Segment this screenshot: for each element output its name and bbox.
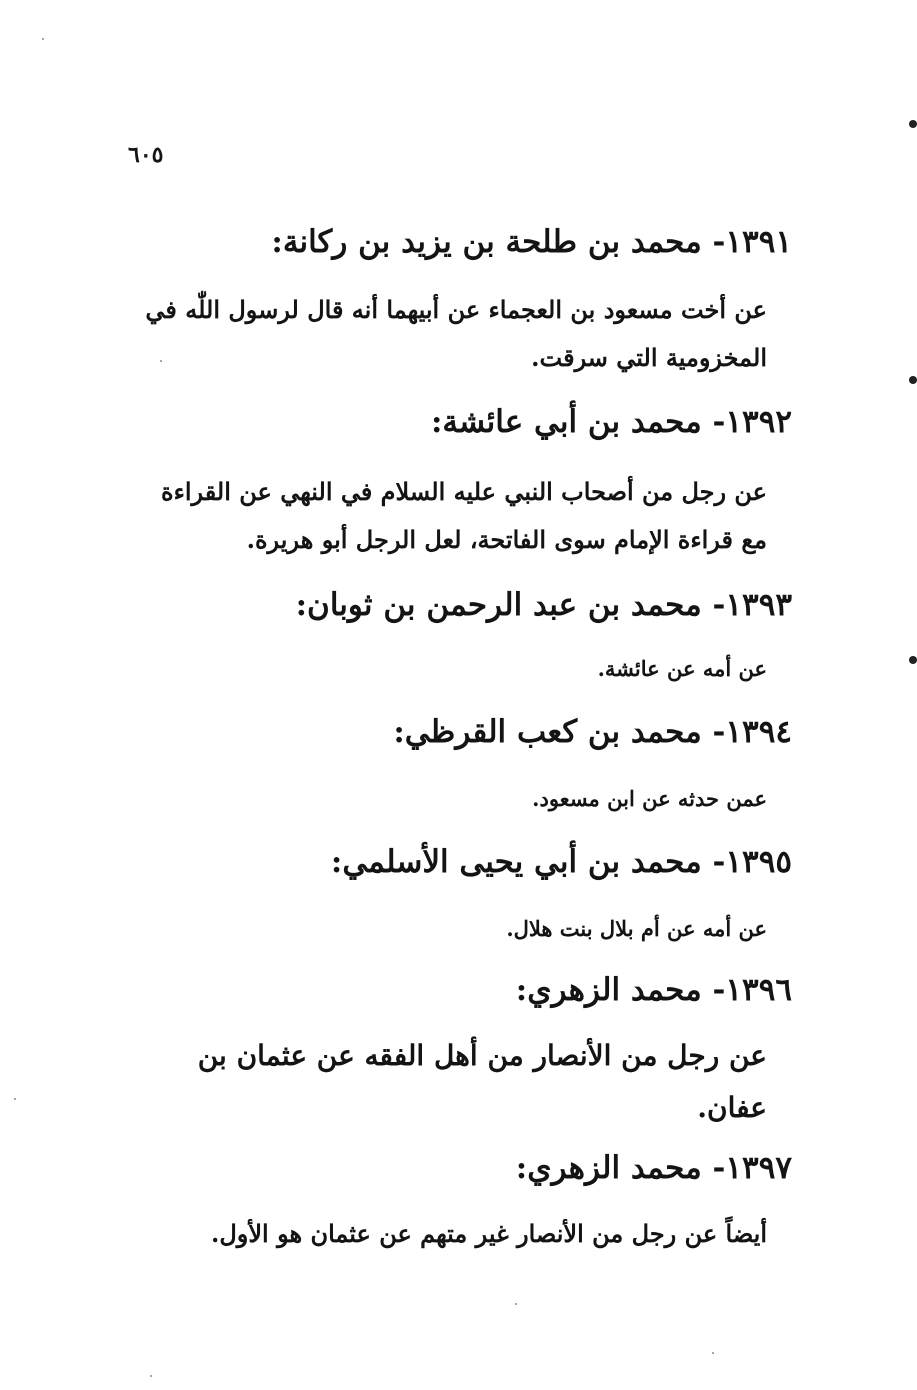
entry-heading-1397: ١٣٩٧- محمد الزهري: <box>515 1150 792 1186</box>
entry-heading-1392: ١٣٩٢- محمد بن أبي عائشة: <box>430 404 792 440</box>
entry-text-1391: عن أخت مسعود بن العجماء عن أبيهما أنه قال لرسول اللّٰه في المخزومية التي سرقت. <box>145 295 767 372</box>
scan-speck <box>14 1098 16 1100</box>
entry-heading-1393: ١٣٩٣- محمد بن عبد الرحمن بن ثوبان: <box>295 587 792 623</box>
entry-text-1392: عن رجل من أصحاب النبي عليه السلام في النهي عن القراءة مع قراءة الإمام سوى الفاتحة، لعل الرجل أبو هريرة. <box>161 477 767 554</box>
entry-text-1397: أيضاً عن رجل من الأنصار غير متهم عن عثمان هو الأول. <box>210 1219 767 1248</box>
page-number: ٦٠٥ <box>128 142 164 168</box>
entry-text-1394: عمن حدثه عن ابن مسعود. <box>532 786 767 811</box>
scan-edge-mark <box>909 120 917 128</box>
scan-speck <box>42 38 44 40</box>
scan-speck <box>160 360 162 362</box>
entry-text-1395: عن أمه عن أم بلال بنت هلال. <box>506 916 767 941</box>
scan-edge-mark <box>909 656 917 664</box>
entry-text-1393: عن أمه عن عائشة. <box>597 656 767 681</box>
entry-heading-1394: ١٣٩٤- محمد بن كعب القرظي: <box>393 714 792 750</box>
scan-edge-mark <box>909 376 917 384</box>
scan-speck <box>150 1375 152 1377</box>
scan-speck <box>515 1303 517 1305</box>
entry-heading-1396: ١٣٩٦- محمد الزهري: <box>515 972 792 1008</box>
entry-heading-1391: ١٣٩١- محمد بن طلحة بن يزيد بن ركانة: <box>271 224 792 260</box>
scan-speck <box>712 1352 714 1354</box>
entry-heading-1395: ١٣٩٥- محمد بن أبي يحيى الأسلمي: <box>330 844 792 880</box>
entry-text-1396: عن رجل من الأنصار من أهل الفقه عن عثمان بن عفان. <box>197 1039 767 1124</box>
